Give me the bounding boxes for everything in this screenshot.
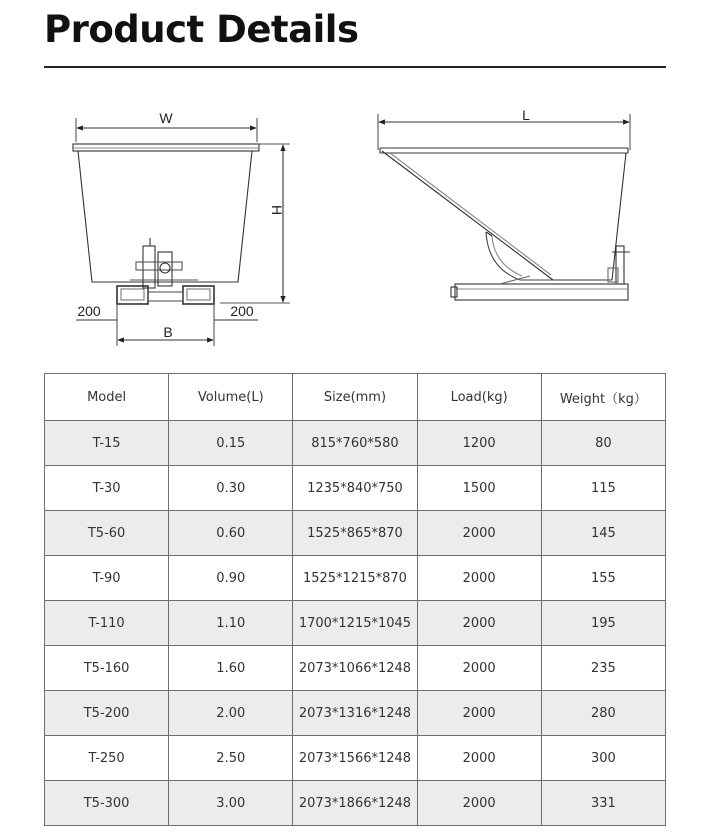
col-header-size: Size(mm) (293, 374, 417, 421)
table-row (45, 736, 666, 781)
cell-size: 2073*1866*1248 (293, 781, 417, 826)
cell-volume: 1.60 (169, 646, 293, 691)
col-header-weight: Weight（kg） (541, 374, 665, 421)
cell-size: 1525*865*870 (293, 511, 417, 556)
cell-weight: 280 (541, 691, 665, 736)
cell-weight: 300 (541, 736, 665, 781)
cell-size: 1525*1215*870 (293, 556, 417, 601)
table-row (45, 466, 666, 511)
cell-volume: 2.00 (169, 691, 293, 736)
cell-volume: 1.10 (169, 601, 293, 646)
height-label: H (269, 204, 285, 216)
cell-model: T-15 (45, 421, 169, 466)
cell-size: 1700*1215*1045 (293, 601, 417, 646)
cell-volume: 0.90 (169, 556, 293, 601)
cell-size: 2073*1566*1248 (293, 736, 417, 781)
cell-size: 1235*840*750 (293, 466, 417, 511)
cell-size: 2073*1066*1248 (293, 646, 417, 691)
cell-load: 2000 (417, 781, 541, 826)
length-label: L (522, 107, 530, 123)
page-title: Product Details (44, 8, 359, 51)
cell-model: T5-160 (45, 646, 169, 691)
cell-model: T-250 (45, 736, 169, 781)
left-offset-label: 200 (77, 303, 101, 319)
base-label: B (163, 324, 173, 340)
cell-load: 2000 (417, 691, 541, 736)
table-row (45, 556, 666, 601)
spec-table (44, 373, 666, 826)
col-header-load: Load(kg) (417, 374, 541, 421)
front-view-drawing (73, 118, 290, 346)
cell-load: 2000 (417, 511, 541, 556)
table-row (45, 511, 666, 556)
cell-model: T-90 (45, 556, 169, 601)
cell-model: T5-200 (45, 691, 169, 736)
cell-load: 2000 (417, 736, 541, 781)
cell-volume: 0.30 (169, 466, 293, 511)
cell-weight: 331 (541, 781, 665, 826)
cell-load: 1200 (417, 421, 541, 466)
cell-weight: 235 (541, 646, 665, 691)
cell-weight: 80 (541, 421, 665, 466)
side-view-drawing (378, 114, 630, 300)
cell-load: 2000 (417, 646, 541, 691)
table-row (45, 601, 666, 646)
table-row (45, 421, 666, 466)
cell-weight: 195 (541, 601, 665, 646)
col-header-model: Model (45, 374, 169, 421)
table-header-row (45, 374, 666, 421)
table-row (45, 646, 666, 691)
cell-volume: 0.15 (169, 421, 293, 466)
table-row (45, 691, 666, 736)
cell-load: 2000 (417, 556, 541, 601)
cell-weight: 155 (541, 556, 665, 601)
cell-load: 1500 (417, 466, 541, 511)
cell-size: 815*760*580 (293, 421, 417, 466)
cell-model: T5-300 (45, 781, 169, 826)
cell-volume: 3.00 (169, 781, 293, 826)
cell-load: 2000 (417, 601, 541, 646)
right-offset-label: 200 (230, 303, 254, 319)
cell-weight: 145 (541, 511, 665, 556)
cell-model: T-30 (45, 466, 169, 511)
cell-model: T-110 (45, 601, 169, 646)
technical-drawing (0, 0, 712, 360)
cell-model: T5-60 (45, 511, 169, 556)
cell-weight: 115 (541, 466, 665, 511)
table-row (45, 781, 666, 826)
cell-size: 2073*1316*1248 (293, 691, 417, 736)
cell-volume: 0.60 (169, 511, 293, 556)
col-header-volume: Volume(L) (169, 374, 293, 421)
cell-volume: 2.50 (169, 736, 293, 781)
width-label: W (159, 110, 173, 126)
